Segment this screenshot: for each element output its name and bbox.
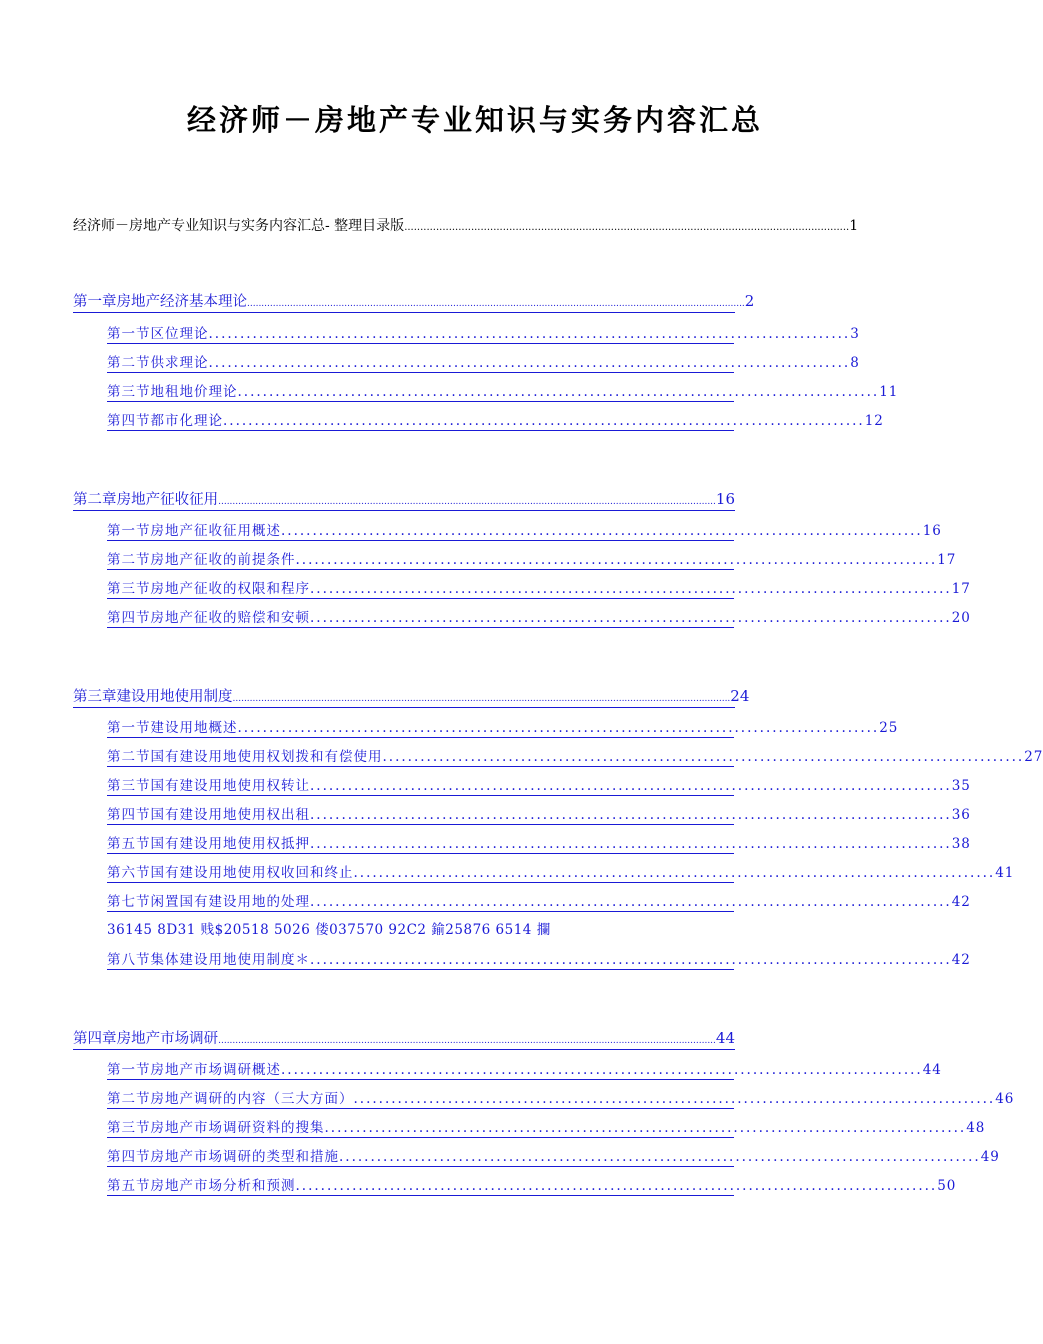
section-title: 区位理论 (150, 326, 209, 342)
toc-page-number: 17 (937, 552, 957, 568)
section-label: 第三节 (107, 581, 151, 597)
document-title: 经济师－房地产专业知识与实务内容汇总 (186, 103, 763, 137)
toc-section-3-7[interactable] (107, 890, 971, 912)
dot-leader: .............................................................................................................................................................................. (218, 1036, 716, 1046)
toc-page-number: 48 (966, 1120, 986, 1136)
toc-section-4-5[interactable] (107, 1174, 957, 1196)
chapter-title: 建设用地使用制度 (116, 689, 233, 705)
section-title: 国有建设用地使用权收回和终止 (150, 865, 354, 881)
dot-leader: ...................................................................................................... (208, 355, 851, 371)
toc-section-3-1[interactable] (107, 716, 899, 738)
toc-section-3-2[interactable] (107, 745, 1043, 767)
toc-section-4-1[interactable] (107, 1058, 942, 1080)
toc-page-number: 27 (1024, 749, 1043, 765)
chapter-label: 第三章 (73, 689, 117, 705)
toc-section-3-6[interactable] (107, 861, 1015, 883)
chapter-title: 房地产征收征用 (116, 492, 219, 508)
toc-chapter-1[interactable] (73, 290, 755, 313)
toc-section-3-8[interactable] (107, 948, 971, 970)
dot-leader: ...................................................................................................... (281, 523, 923, 539)
section-label: 第八节 (107, 952, 151, 968)
toc-page-number: 20 (951, 610, 971, 626)
section-label: 第六节 (107, 865, 151, 881)
toc-page-number: 11 (879, 384, 899, 400)
toc-page-number: 16 (922, 523, 942, 539)
dot-leader: ...................................................................................................... (310, 610, 952, 626)
toc-page-number: 2 (744, 292, 755, 310)
toc-page-number: 1 (849, 218, 859, 234)
dot-leader: ...................................................................................................... (237, 384, 880, 400)
section-label: 第四节 (107, 807, 151, 823)
dot-leader: ...................................................................................................... (223, 413, 865, 429)
section-title: 房地产市场调研资料的搜集 (150, 1120, 325, 1136)
section-label: 第五节 (107, 836, 151, 852)
dot-leader: ...................................................................................................... (310, 778, 952, 794)
toc-section-1-2[interactable] (107, 351, 860, 373)
toc-section-2-4[interactable] (107, 606, 971, 628)
toc-page-number: 16 (715, 490, 735, 508)
section-label: 第四节 (107, 1149, 151, 1165)
section-title: 建设用地概述 (150, 720, 238, 736)
dot-leader: ...................................................................................................... (324, 1120, 967, 1136)
toc-entry-label: 经济师－房地产专业知识与实务内容汇总- 整理目录版 (73, 218, 405, 234)
section-title: 房地产调研的内容（三大方面） (150, 1091, 354, 1107)
toc-section-4-2[interactable] (107, 1087, 1015, 1109)
section-title: 房地产市场调研的类型和措施 (150, 1149, 339, 1165)
toc-section-3-4[interactable] (107, 803, 971, 825)
toc-chapter-3[interactable] (73, 685, 750, 708)
toc-section-4-4[interactable] (107, 1145, 1000, 1167)
toc-page-number: 17 (951, 581, 971, 597)
toc-page-number: 35 (951, 778, 971, 794)
toc-section-1-3[interactable] (107, 380, 899, 402)
dot-leader: ...................................................................................................... (281, 1062, 923, 1078)
section-title: 房地产征收征用概述 (150, 523, 281, 539)
toc-page-number: 42 (951, 952, 971, 968)
dot-leader: ...................................................................................................... (295, 1178, 938, 1194)
chapter-label: 第一章 (73, 294, 117, 310)
section-label: 第四节 (107, 413, 151, 429)
dot-leader: ...................................................................................................... (310, 952, 952, 968)
section-title: 地租地价理论 (150, 384, 238, 400)
toc-section-1-1[interactable] (107, 322, 860, 344)
section-title: 国有建设用地使用权出租 (150, 807, 310, 823)
section-title: 国有建设用地使用权抵押 (150, 836, 310, 852)
dot-leader: ...................................................................................................... (208, 326, 851, 342)
toc-page-number: 41 (995, 865, 1015, 881)
toc-page-number: 44 (922, 1062, 942, 1078)
toc-page-number: 44 (715, 1029, 735, 1047)
toc-section-2-1[interactable] (107, 519, 942, 541)
section-title: 国有建设用地使用权划拨和有偿使用 (150, 749, 383, 765)
section-title: 闲置国有建设用地的处理 (150, 894, 310, 910)
toc-page-number: 50 (937, 1178, 957, 1194)
dot-leader: ............................................................................................................................................ (404, 222, 850, 233)
toc-section-3-3[interactable] (107, 774, 971, 796)
dot-leader: .............................................................................................................................................................................. (218, 497, 716, 507)
toc-page-number: 36 (951, 807, 971, 823)
toc-page-number: 49 (980, 1149, 1000, 1165)
section-label: 第一节 (107, 1062, 151, 1078)
dot-leader: ...................................................................................................... (353, 865, 996, 881)
chapter-label: 第二章 (73, 492, 117, 508)
section-label: 第三节 (107, 384, 151, 400)
dot-leader: ...................................................................................................... (310, 581, 952, 597)
section-label: 第一节 (107, 523, 151, 539)
chapter-label: 第四章 (73, 1031, 117, 1047)
section-title: 都市化理论 (150, 413, 223, 429)
section-label: 第三节 (107, 778, 151, 794)
toc-section-1-4[interactable] (107, 409, 884, 431)
section-title: 房地产市场调研概述 (150, 1062, 281, 1078)
dot-leader: ...................................................................................................... (353, 1091, 996, 1107)
toc-entry-document[interactable] (73, 215, 859, 235)
dot-leader: ...................................................................................................... (237, 720, 880, 736)
dot-leader: ...................................................................................................... (339, 1149, 981, 1165)
section-label: 第五节 (107, 1178, 151, 1194)
toc-page-number: 12 (864, 413, 884, 429)
section-title: 房地产征收的赔偿和安顿 (150, 610, 310, 626)
section-label: 第四节 (107, 610, 151, 626)
section-title: 房地产征收的前提条件 (150, 552, 296, 568)
dot-leader: .............................................................................................................................................................................. (247, 299, 745, 309)
section-label: 第一节 (107, 720, 151, 736)
section-label: 第二节 (107, 749, 151, 765)
toc-page-number: 42 (951, 894, 971, 910)
toc-page-number: 38 (951, 836, 971, 852)
dot-leader: ...................................................................................................... (310, 894, 952, 910)
section-title: 集体建设用地使用制度＊ (150, 952, 310, 968)
toc-page-number: 24 (730, 687, 750, 705)
section-title: 国有建设用地使用权转让 (150, 778, 310, 794)
section-label: 第二节 (107, 1091, 151, 1107)
section-title: 房地产市场分析和预测 (150, 1178, 296, 1194)
dot-leader: ...................................................................................................... (310, 836, 952, 852)
dot-leader: .............................................................................................................................................................................. (232, 694, 731, 704)
section-title: 供求理论 (150, 355, 209, 371)
section-label: 第一节 (107, 326, 151, 342)
toc-page-number: 8 (850, 355, 860, 371)
toc-page-number: 3 (850, 326, 860, 342)
chapter-title: 房地产经济基本理论 (116, 294, 247, 310)
toc-chapter-4[interactable] (73, 1027, 735, 1050)
section-label: 第二节 (107, 355, 151, 371)
toc-section-4-3[interactable] (107, 1116, 986, 1138)
toc-section-3-5[interactable] (107, 832, 971, 854)
toc-page-number: 25 (879, 720, 899, 736)
section-title: 房地产征收的权限和程序 (150, 581, 310, 597)
section-label: 第三节 (107, 1120, 151, 1136)
toc-page-number: 46 (995, 1091, 1015, 1107)
dot-leader: ...................................................................................................... (295, 552, 938, 568)
toc-section-2-2[interactable] (107, 548, 957, 570)
section-label: 第二节 (107, 552, 151, 568)
garbled-text-line: 36145 8D31 贱$20518 5026 偻037570 92C2 鍮25876 6514 攔 (107, 922, 551, 938)
dot-leader: ...................................................................................................... (382, 749, 1025, 765)
section-label: 第七节 (107, 894, 151, 910)
dot-leader: ...................................................................................................... (310, 807, 952, 823)
toc-section-2-3[interactable] (107, 577, 971, 599)
chapter-title: 房地产市场调研 (116, 1031, 219, 1047)
toc-chapter-2[interactable] (73, 488, 735, 511)
